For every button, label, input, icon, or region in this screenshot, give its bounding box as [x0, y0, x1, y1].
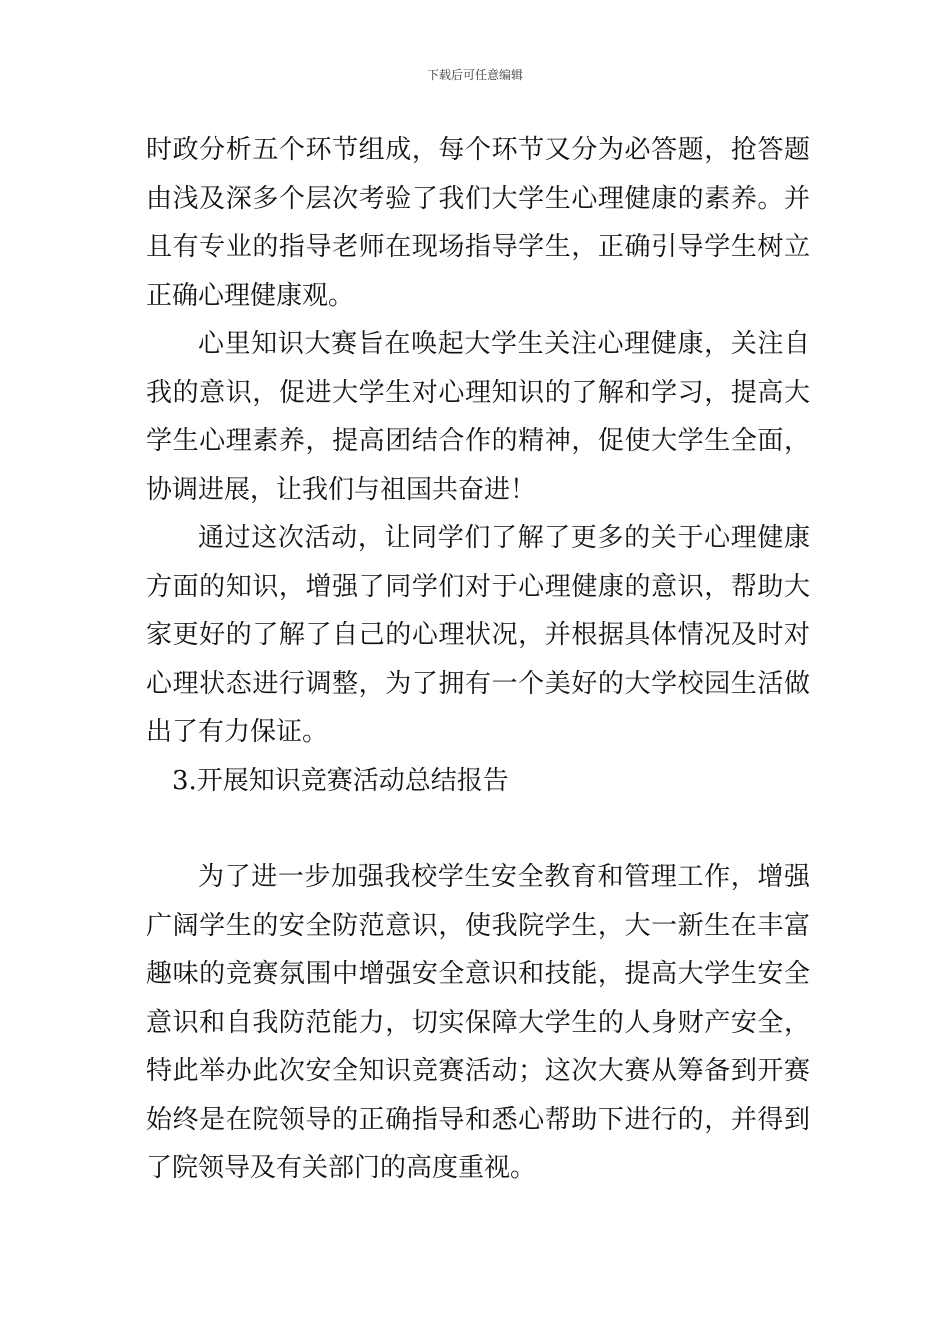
paragraph-2: 心里知识大赛旨在唤起大学生关注心理健康，关注自我的意识，促进大学生对心理知识的了解和学习，提高大学生心理素养，提高团结合作的精神，促使大学生全面，协调进展，让我们与祖国共奋进！ — [146, 329, 810, 505]
paragraph-4: 为了进一步加强我校学生安全教育和管理工作，增强广阔学生的安全防范意识，使我院学生，大一新生在丰富趣味的竞赛氛围中增强安全意识和技能，提高大学生安全意识和自我防范能力，切实保障大学生的人身财产安全，特此举办此次安全知识竞赛活动；这次大赛从筹备到开赛始终是在院领导的正确指导和悉心帮助下进行的，并得到了院领导及有关部门的高度重视。 — [146, 862, 810, 1183]
header-note: 下载后可任意编辑 — [426, 68, 523, 82]
paragraph-1: 时政分析五个环节组成，每个环节又分为必答题，抢答题由浅及深多个层次考验了我们大学生心理健康的素养。并且有专业的指导老师在现场指导学生，正确引导学生树立正确心理健康观。 — [146, 135, 810, 311]
spacer — [146, 805, 810, 853]
section-heading: 3.开展知识竞赛活动总结报告 — [172, 765, 509, 796]
paragraph-3: 通过这次活动，让同学们了解了更多的关于心理健康方面的知识，增强了同学们对于心理健康的意识，帮助大家更好的了解了自己的心理状况，并根据具体情况及时对心理状态进行调整，为了拥有一个美好的大学校园生活做出了有力保证。 — [146, 523, 810, 747]
document-body — [146, 126, 810, 1193]
